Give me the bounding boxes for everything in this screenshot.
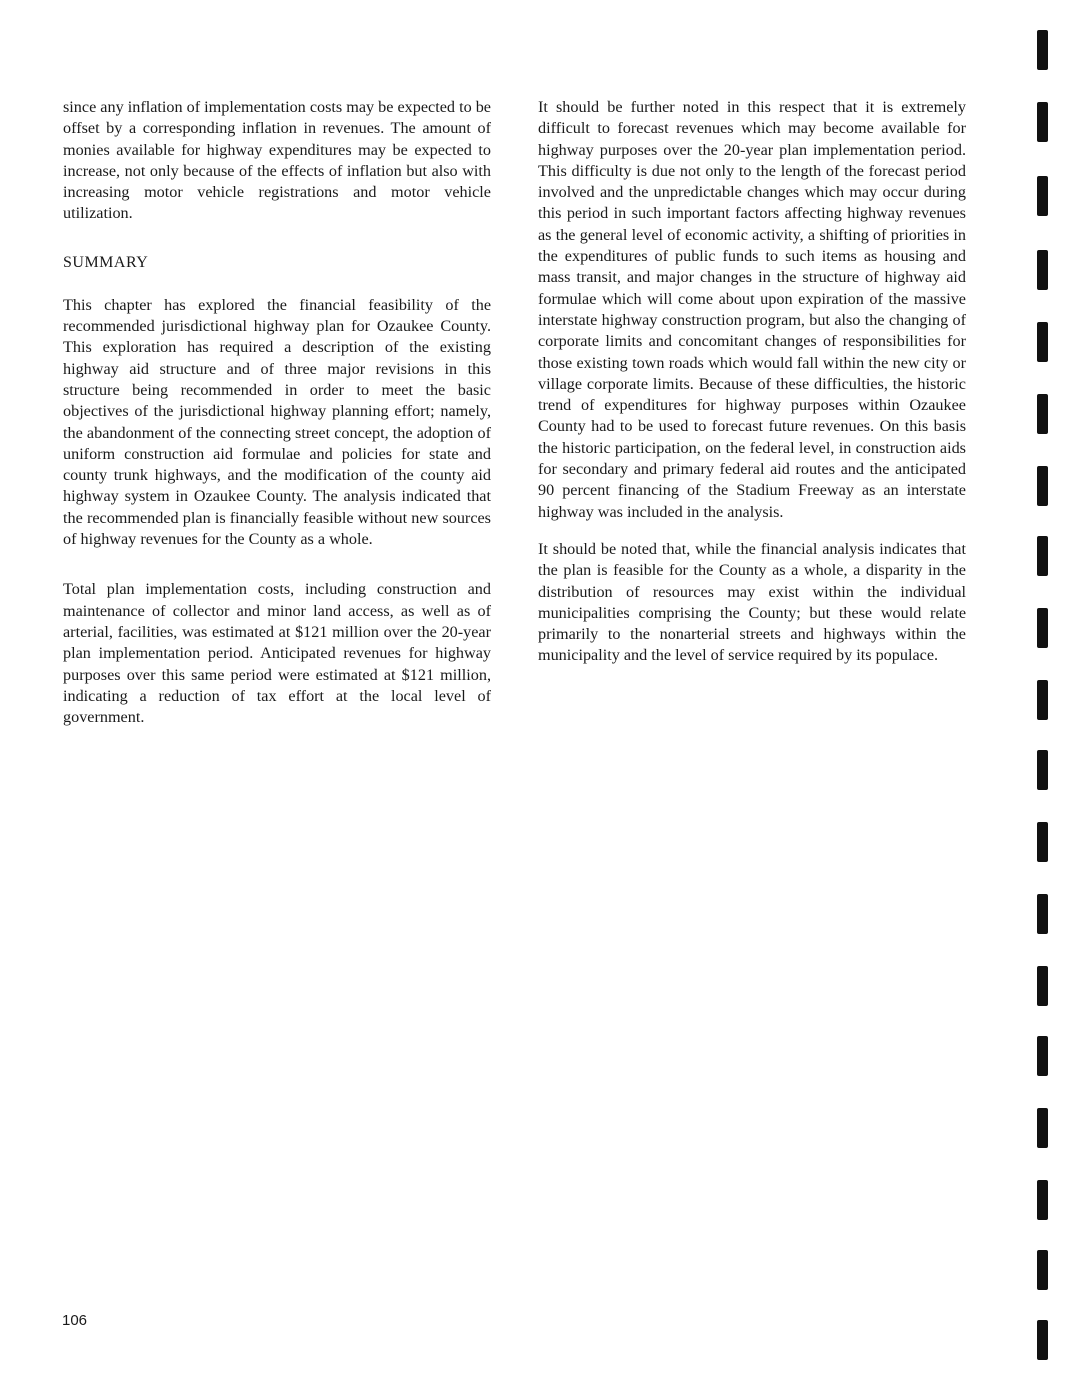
binding-mark bbox=[1037, 1108, 1048, 1148]
binding-mark bbox=[1037, 250, 1048, 290]
page-number: 106 bbox=[62, 1312, 88, 1329]
paragraph-inflation: since any inflation of implementation costs may be expected to be offset by a corresponding inflation in revenues. The amount of monies available for highway expenditures may be expected to increase, not only because of the effects of inflation but also with increasing motor vehicle registrations and motor vehicle utilization. bbox=[63, 98, 491, 223]
binding-mark bbox=[1037, 608, 1048, 648]
binding-mark bbox=[1037, 750, 1048, 790]
binding-mark bbox=[1037, 394, 1048, 434]
binding-mark bbox=[1037, 102, 1048, 142]
paragraph-forecast-difficulty: It should be further noted in this respect that it is extremely difficult to forecast revenues which may become available for highway purposes over the 20-year plan implementation period. This difficulty is due not only to the length of the forecast period involved and the unpredictable changes which may occur during this period in such important factors affecting highway revenues as the general level of economic activity, a shifting of priorities in the expenditures of public funds to such items as housing and mass transit, and major changes in the structure of highway aid formulae which will come about upon expiration of the massive interstate highway construction program, but also the changing of corporate limits and concomitant changes of responsibilities for those existing town roads which would fall within the new city or village corporate limits. Because of these difficulties, the historic trend of expenditures for highway purposes within Ozaukee County had to be used to forecast future revenues. On this basis the historic participation, on the federal level, in construction aids for secondary and primary federal aid routes and the anticipated 90 percent financing of the Stadium Freeway as an interstate highway was included in the analysis. bbox=[538, 98, 966, 521]
right-column bbox=[538, 97, 966, 667]
binding-mark bbox=[1037, 966, 1048, 1006]
binding-mark bbox=[1037, 1320, 1048, 1360]
binding-mark bbox=[1037, 680, 1048, 720]
paragraph-total-costs: Total plan implementation costs, including construction and maintenance of collector and minor land access, as well as of arterial, facilities, was estimated at $121 million over the 20-year plan implementation period. Anticipated revenues for highway purposes over this same period were estimated at $121 million, indicating a reduction of tax effort at the local level of government. bbox=[63, 580, 491, 727]
paragraph-summary: This chapter has explored the financial feasibility of the recommended jurisdictional highway plan for Ozaukee County. This exploration has required a description of the existing highway aid structure and of three major revisions in this structure being recommended in order to meet the basic objectives of the jurisdictional highway planning effort; namely, the abandonment of the connecting street concept, the adoption of uniform construction aid formulae and policies for state and county trunk highways, and the modification of the county aid highway system in Ozaukee County. The analysis indicated that the recommended plan is financially feasible without new sources of highway revenues for the County as a whole. bbox=[63, 295, 491, 549]
binding-mark bbox=[1037, 322, 1048, 362]
binding-marks bbox=[1037, 30, 1051, 1370]
paragraph-disparity: It should be noted that, while the financial analysis indicates that the plan is feasible for the County as a whole, a disparity in the distribution of resources may exist within the individual municipalities comprising the County; but these would relate primarily to the nonarterial streets and highways within the municipality and the level of service required by its populace. bbox=[538, 539, 966, 665]
binding-mark bbox=[1037, 1036, 1048, 1076]
binding-mark bbox=[1037, 30, 1048, 70]
section-heading-summary: SUMMARY bbox=[63, 253, 149, 271]
binding-mark bbox=[1037, 1250, 1048, 1290]
left-column bbox=[63, 97, 491, 728]
binding-mark bbox=[1037, 822, 1048, 862]
binding-mark bbox=[1037, 466, 1048, 506]
binding-mark bbox=[1037, 176, 1048, 216]
binding-mark bbox=[1037, 894, 1048, 934]
binding-mark bbox=[1037, 536, 1048, 576]
binding-mark bbox=[1037, 1180, 1048, 1220]
